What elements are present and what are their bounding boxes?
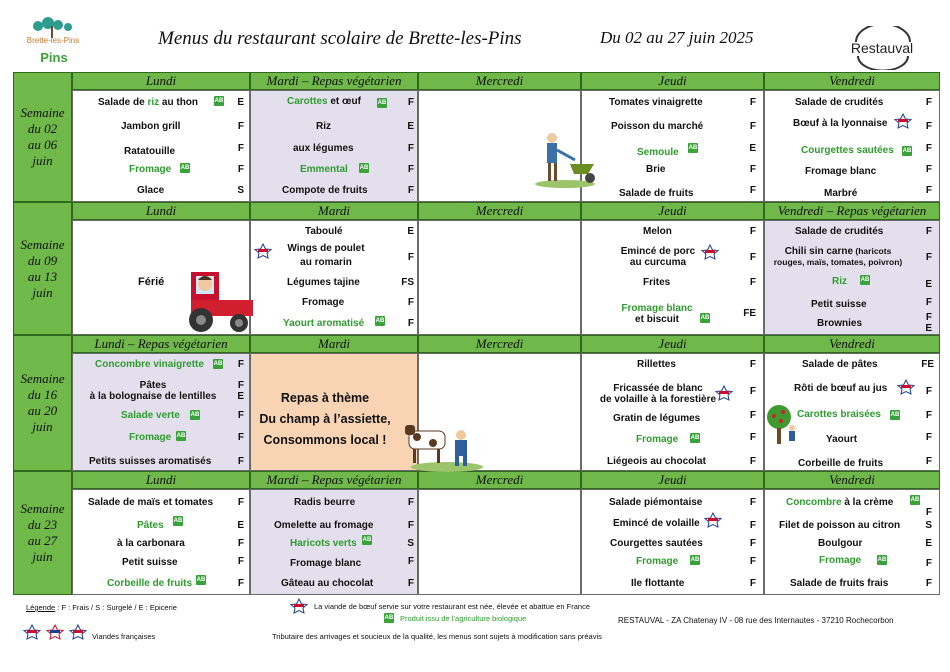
origin-code: F (237, 432, 244, 443)
logo-text-brette: Brette-les-Pins (26, 36, 80, 45)
origin-code: F (925, 164, 932, 175)
french-meat-label: Viandes françaises (92, 632, 156, 641)
menu-item: Yaourt (826, 434, 858, 445)
bio-label-icon: AB (190, 412, 200, 418)
bio-label-icon: AB (910, 497, 920, 503)
origin-code: F (925, 143, 932, 154)
brette-les-pins-logo (24, 16, 82, 66)
menu-item: Petit suisse (122, 557, 178, 568)
origin-code: F (925, 252, 932, 263)
origin-code: F (237, 143, 244, 154)
menu-item: Frites (643, 277, 671, 288)
menu-item: Melon (643, 226, 672, 237)
origin-code: E (407, 226, 414, 237)
menu-item: Haricots verts (290, 538, 357, 549)
origin-code: S (237, 185, 244, 196)
origin-code: F (749, 277, 756, 288)
menu-item: Fricassée de blanc de volaille à la forestière (599, 383, 717, 405)
menu-item: Carottes braisées (797, 409, 881, 420)
origin-code: F (749, 359, 756, 370)
origin-code: F (407, 97, 414, 108)
menu-item: Courgettes sautées (801, 145, 894, 156)
menu-item: Compote de fruits (282, 185, 368, 196)
origin-code: E (407, 121, 414, 132)
day-header: Lundi (72, 202, 250, 220)
day-header: Vendredi (764, 72, 940, 90)
bio-label-icon: AB (359, 165, 369, 171)
menu-cell (418, 220, 581, 335)
farmer-wheelbarrow-icon (530, 128, 600, 190)
theme-meal-announcement: Repas à thème Du champ à l’assiette, Consommons local ! (259, 391, 391, 447)
disclaimer: Tributaire des arrivages et soucieux de la qualité, les menus sont sujets à modification sans préavis (272, 632, 602, 641)
menu-item: Fromage (819, 555, 862, 566)
origin-code: F (925, 121, 932, 132)
restauval-logo (838, 26, 928, 70)
origin-code: F (237, 578, 244, 589)
bio-label-icon: AB (688, 145, 698, 151)
menu-cell (581, 353, 764, 471)
menu-item: Brownies (817, 318, 863, 329)
page-title: Menus du restaurant scolaire de Brette-les-Pins (158, 28, 522, 49)
menu-cell (418, 489, 581, 595)
menu-item: Riz (832, 276, 847, 287)
menu-item: Liégeois au chocolat (607, 456, 706, 467)
origin-code: F (925, 386, 932, 397)
menu-item: Emincé de porc au curcuma (620, 246, 696, 268)
bio-label-icon: AB (180, 165, 190, 171)
origin-code: F (749, 538, 756, 549)
bio-label-icon: AB (196, 577, 206, 583)
menu-item: Tomates vinaigrette (609, 97, 703, 108)
menu-item: Omelette au fromage (274, 520, 374, 531)
viande-bovine-francaise-icon (714, 385, 734, 401)
tractor-icon (183, 266, 255, 334)
menu-item: Taboulé (305, 226, 343, 237)
viande-bovine-francaise-icon (896, 379, 916, 395)
menu-item: Brie (646, 164, 666, 175)
origin-code: F (749, 410, 756, 421)
menu-item: Corbeille de fruits (107, 578, 193, 589)
day-header: Lundi – Repas végétarien (72, 335, 250, 353)
bio-label-icon: AB (377, 100, 387, 106)
menu-item: Salade de fruits (619, 188, 694, 199)
menu-item: Riz (316, 121, 331, 132)
menu-item: Salade verte (121, 410, 180, 421)
menu-item: Chili sin carne (haricots rouges, maïs, tomates, poivron) (773, 246, 903, 267)
origin-code: F (407, 164, 414, 175)
cow-farmer-icon (403, 415, 485, 473)
origin-code: F (749, 456, 756, 467)
menu-item: Salade de riz au thon (98, 97, 199, 108)
origin-code: F (407, 143, 414, 154)
menu-item: Courgettes sautées (610, 538, 703, 549)
viande-bovine-francaise-icon (703, 512, 723, 528)
viande-bovine-francaise-icon (700, 244, 720, 260)
origin-code: E (237, 97, 244, 108)
day-header: Mardi (250, 202, 418, 220)
week-label-1: Semaine du 02 au 06 juin (13, 72, 72, 202)
menu-item: Filet de poisson au citron (779, 520, 901, 531)
menu-item: Fromage (636, 434, 679, 445)
date-range: Du 02 au 27 juin 2025 (600, 28, 754, 47)
menu-item: Salade de crudités (795, 97, 884, 108)
svg-text:Pins: Pins (40, 50, 68, 65)
day-header: Jeudi (581, 202, 764, 220)
origin-code: E (925, 279, 932, 290)
viande-bovine-francaise-icon (289, 598, 309, 614)
menu-item: Petit suisse (811, 299, 867, 310)
origin-code: E (237, 520, 244, 531)
menu-item: Emincé de volaille (613, 518, 700, 529)
menu-item: Ratatouille (124, 146, 176, 157)
menu-item: Salade de pâtes (802, 359, 878, 370)
origin-code: F (925, 410, 932, 421)
origin-code: F (749, 432, 756, 443)
menu-item: Salade de crudités (795, 226, 884, 237)
day-header: Mardi – Repas végétarien (250, 471, 418, 489)
bio-label-icon: AB (690, 557, 700, 563)
day-header: Jeudi (581, 72, 764, 90)
menu-item: Bœuf à la lyonnaise (793, 118, 888, 129)
bio-label-icon: AB (890, 412, 900, 418)
week-label-3: Semaine du 16 au 20 juin (13, 335, 72, 471)
menu-item: Salade de maïs et tomates (88, 497, 214, 508)
menu-item: Semoule (637, 147, 679, 158)
origin-code: F (925, 97, 932, 108)
origin-code: F (407, 185, 414, 196)
menu-item: Corbeille de fruits (798, 458, 884, 469)
menu-item: à la carbonara (117, 538, 185, 549)
bio-label-icon: AB (176, 433, 186, 439)
day-header: Vendredi – Repas végétarien (764, 202, 940, 220)
viande-bovine-francaise-icon (253, 243, 273, 259)
origin-code: F (237, 556, 244, 567)
origin-code: F (237, 359, 244, 370)
origin-code: F (407, 252, 414, 263)
menu-item: Glace (137, 185, 165, 196)
day-header: Jeudi (581, 335, 764, 353)
origin-code: F (237, 164, 244, 175)
origin-code: F (407, 578, 414, 589)
bio-label-icon: AB (902, 148, 912, 154)
menu-item: Carottes et œuf (287, 96, 361, 107)
menu-item: aux légumes (293, 143, 354, 154)
origin-code: S (925, 520, 932, 531)
origin-code: F (407, 497, 414, 508)
origin-code: F (749, 497, 756, 508)
menu-item: Petits suisses aromatisés (89, 456, 212, 467)
bio-label-icon: AB (213, 361, 223, 367)
menu-item: Fromage (129, 164, 172, 175)
origin-code: E (925, 538, 932, 549)
day-header: Vendredi (764, 471, 940, 489)
menu-item: Radis beurre (294, 497, 356, 508)
svg-text:Restauval: Restauval (850, 40, 914, 56)
menu-item: Rillettes (637, 359, 676, 370)
day-header: Mardi (250, 335, 418, 353)
bio-label-icon: AB (214, 98, 224, 104)
menu-item: Fromage (636, 556, 679, 567)
origin-code: F (925, 185, 932, 196)
origin-code: F (749, 386, 756, 397)
origin-code: F (749, 578, 756, 589)
origin-code: S (407, 538, 414, 549)
bio-label-icon: AB (877, 557, 887, 563)
viande-bovine-francaise-icon (893, 113, 913, 129)
menu-item: Concombre à la crème (786, 497, 894, 508)
day-header: Mercredi (418, 202, 581, 220)
beef-origin-note: La viande de bœuf servie sur votre restaurant est née, élevée et abattue en France (314, 602, 590, 611)
apple-tree-icon (765, 404, 799, 446)
day-header: Jeudi (581, 471, 764, 489)
origin-code: F (925, 558, 932, 569)
day-header: Lundi (72, 72, 250, 90)
origin-code: F (925, 297, 932, 308)
origin-code: F (749, 121, 756, 132)
menu-item: Boulgour (818, 538, 863, 549)
origin-code: F E (925, 312, 932, 334)
menu-item: Pâtes à la bolognaise de lentilles (89, 380, 217, 402)
bio-label-icon: AB (375, 318, 385, 324)
origin-code: F (925, 226, 932, 237)
origin-code: FE (743, 308, 756, 319)
origin-code: F (237, 456, 244, 467)
legend: Légende : F : Frais / S : Surgelé / E : Epicerie (26, 603, 177, 612)
origin-code: F (749, 556, 756, 567)
french-meat-labels-icon (22, 624, 90, 642)
origin-code: F (749, 97, 756, 108)
origin-code: F (237, 497, 244, 508)
menu-item: Yaourt aromatisé (283, 318, 365, 329)
menu-item: Salade de fruits frais (790, 578, 889, 589)
menu-item: Ile flottante (631, 578, 685, 589)
holiday-label: Férié (138, 276, 165, 288)
origin-code: FE (921, 359, 934, 370)
menu-item: Fromage blanc et biscuit (621, 303, 693, 325)
bio-label-icon: AB (700, 315, 710, 321)
bio-label-icon: AB (690, 435, 700, 441)
menu-item: Gratin de légumes (613, 413, 701, 424)
menu-item: Emmental (300, 164, 348, 175)
origin-code: F (925, 507, 932, 518)
day-header: Vendredi (764, 335, 940, 353)
restauval-address: RESTAUVAL - ZA Chatenay IV - 08 rue des Internautes - 37210 Rochecorbon (618, 616, 894, 625)
origin-code: F (407, 520, 414, 531)
week-label-4: Semaine du 23 au 27 juin (13, 471, 72, 595)
origin-code: F (749, 226, 756, 237)
origin-code: F (407, 318, 414, 329)
origin-code: E (749, 143, 756, 154)
day-header: Mercredi (418, 471, 581, 489)
bio-label-icon: AB (173, 518, 183, 524)
day-header: Mercredi (418, 72, 581, 90)
origin-code: F (925, 578, 932, 589)
day-header: Mercredi (418, 335, 581, 353)
menu-item: Fromage (129, 432, 172, 443)
week-label-2: Semaine du 09 au 13 juin (13, 202, 72, 335)
menu-item: Gâteau au chocolat (281, 578, 374, 589)
menu-item: Fromage blanc (290, 558, 362, 569)
origin-code: F (925, 456, 932, 467)
menu-item: Poisson du marché (611, 121, 704, 132)
origin-code: F (749, 164, 756, 175)
menu-item: Concombre vinaigrette (95, 359, 204, 370)
menu-item: Wings de poulet au romarin (287, 243, 365, 268)
origin-code: F (237, 538, 244, 549)
origin-code: FS (401, 277, 414, 288)
origin-code: F (237, 121, 244, 132)
menu-item: Légumes tajine (287, 277, 360, 288)
origin-code: F E (237, 380, 244, 402)
day-header: Mardi – Repas végétarien (250, 72, 418, 90)
origin-code: F (749, 252, 756, 263)
day-header: Lundi (72, 471, 250, 489)
origin-code: F (925, 432, 932, 443)
menu-item: Pâtes (137, 520, 164, 531)
menu-item: Rôti de bœuf au jus (794, 383, 888, 394)
origin-code: F (749, 520, 756, 531)
menu-item: Jambon grill (121, 121, 181, 132)
bio-label-icon: AB (384, 615, 394, 621)
origin-code: F (237, 410, 244, 421)
origin-code: F (749, 185, 756, 196)
origin-code: F (407, 556, 414, 567)
bio-label-icon: AB (362, 537, 372, 543)
menu-item: Marbré (824, 188, 858, 199)
bio-note: Produit issu de l’agriculture biologique (400, 614, 527, 623)
menu-item: Salade piémontaise (609, 497, 703, 508)
menu-item: Fromage blanc (805, 166, 877, 177)
origin-code: F (407, 297, 414, 308)
menu-item: Fromage (302, 297, 345, 308)
bio-label-icon: AB (860, 277, 870, 283)
